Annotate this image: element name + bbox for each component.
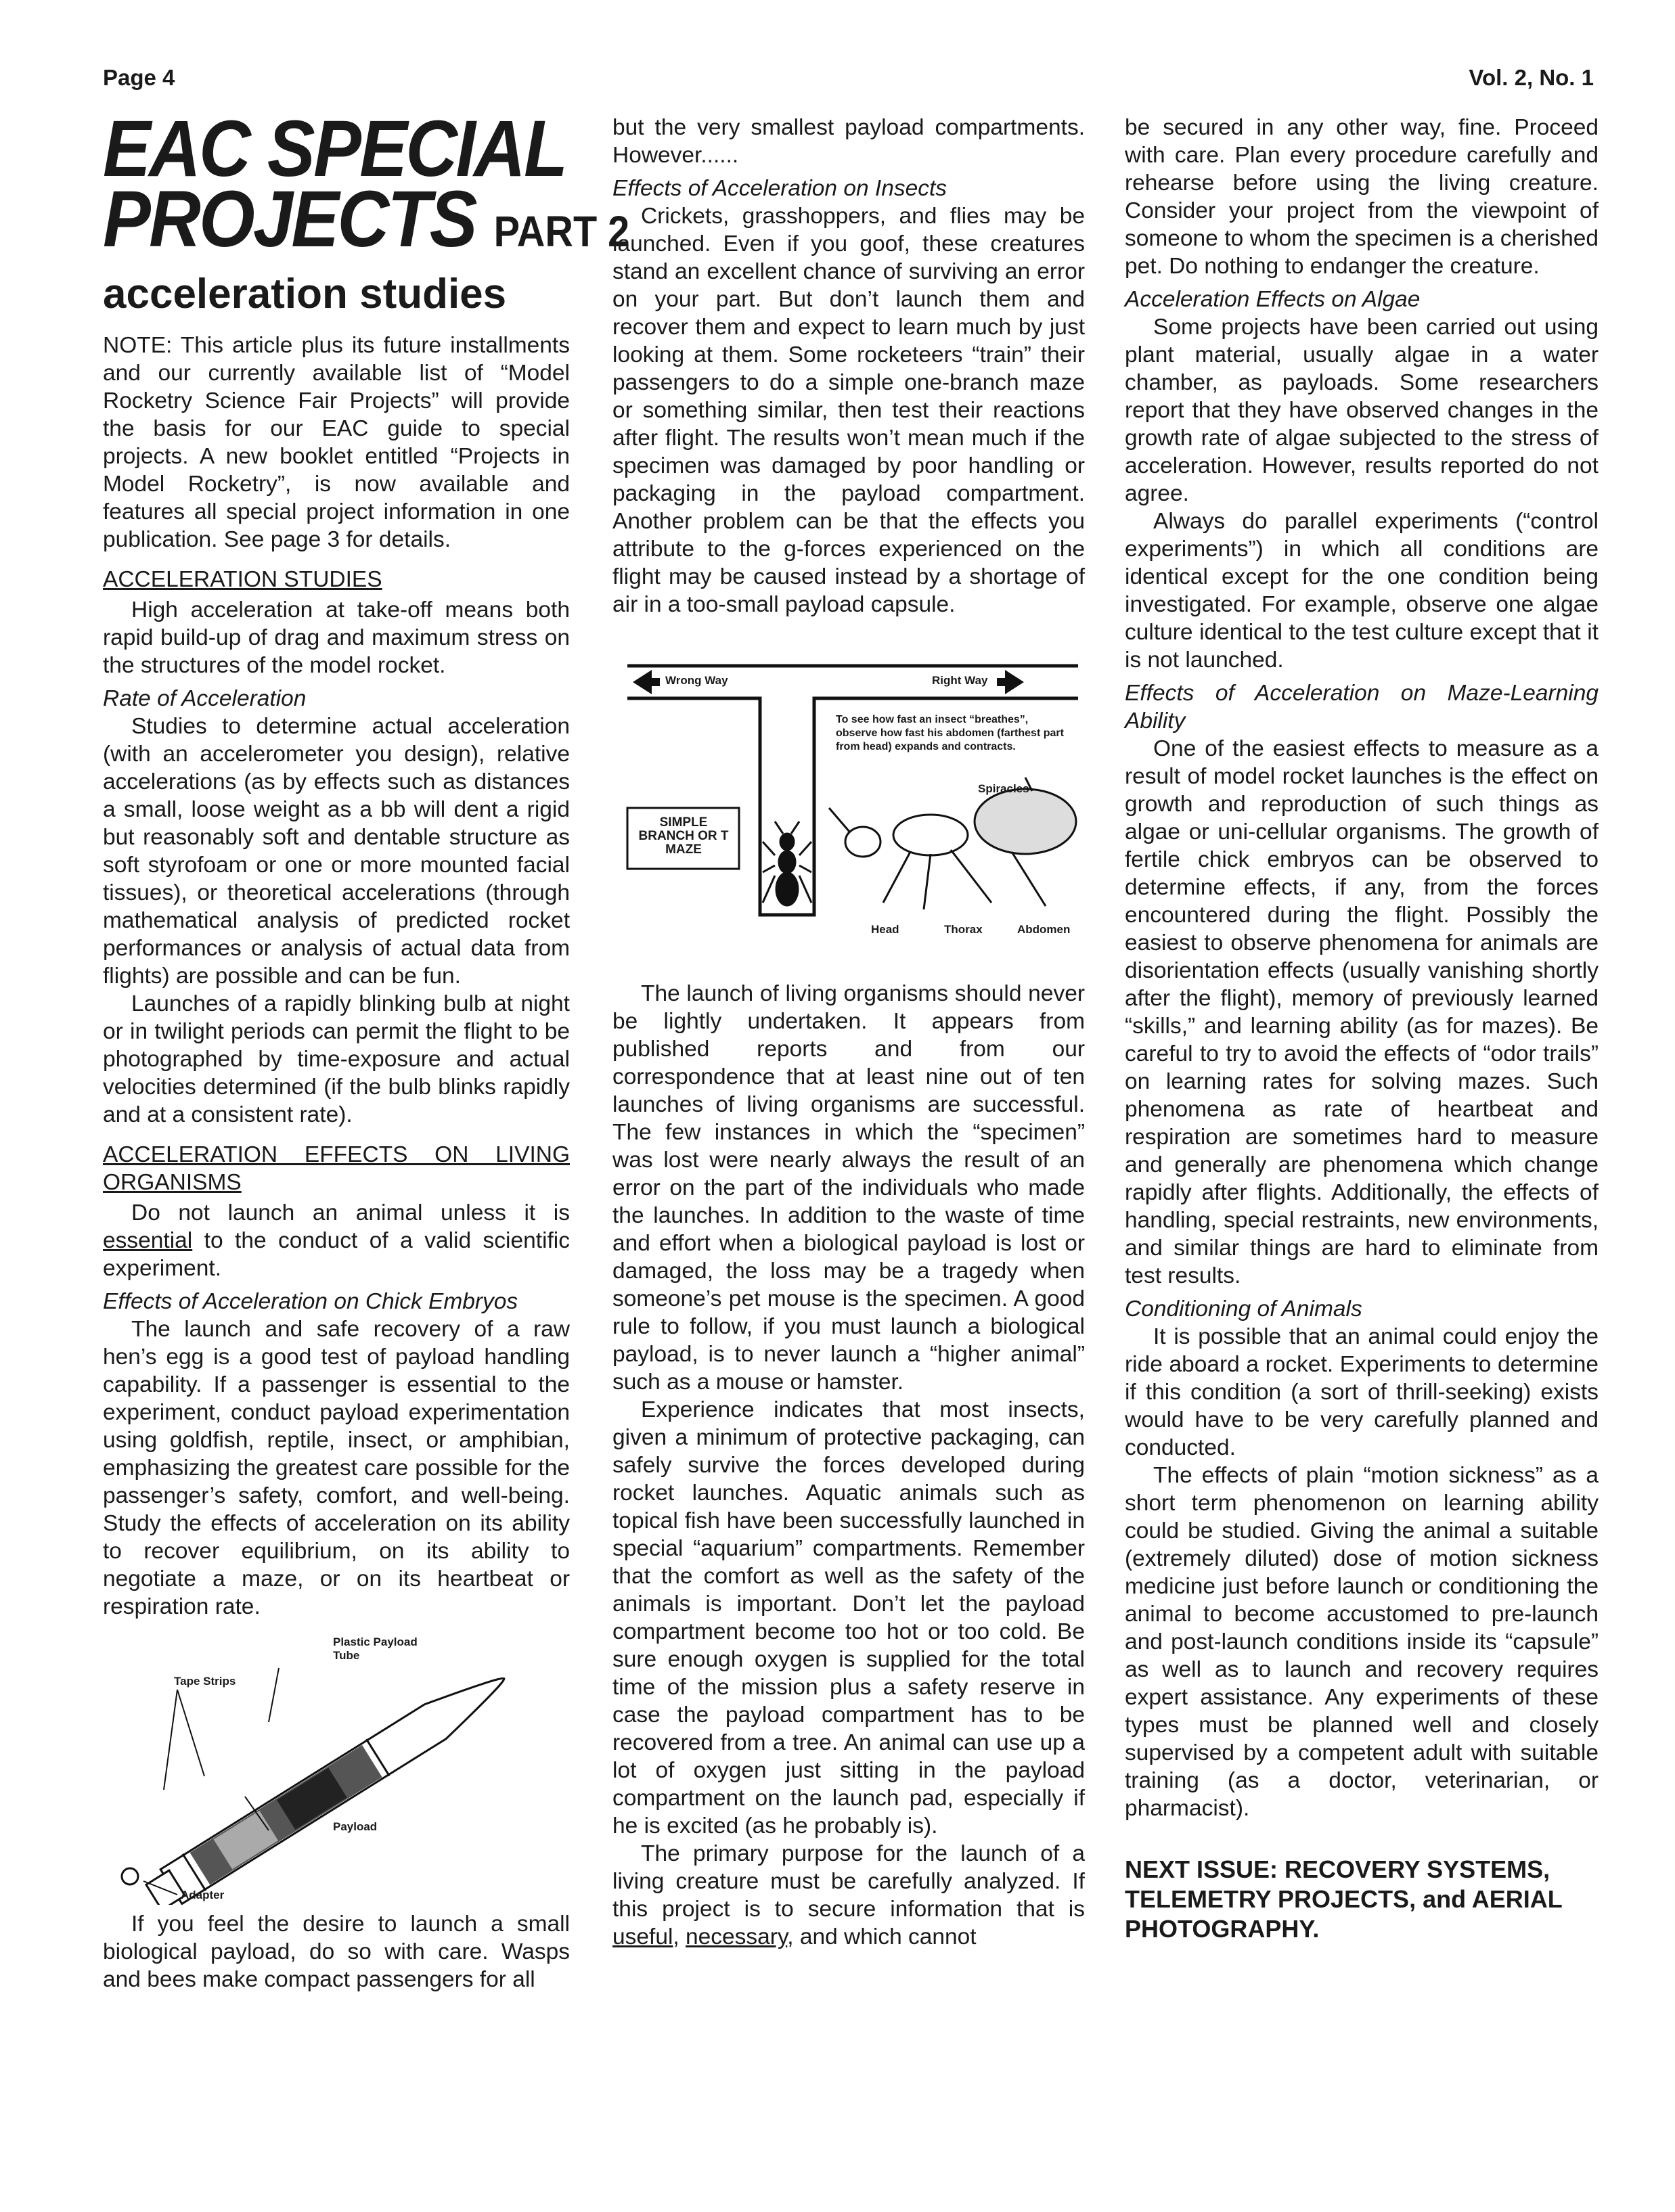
subheading-maze-learning: Effects of Acceleration on Maze-Learning Ability — [1125, 681, 1599, 733]
label-wrong-way: Wrong Way — [665, 674, 728, 687]
paragraph: The launch and safe recovery of a raw hen’s egg is a good test of payload handling capability. If a passenger is essential to the experiment, conduct payload experimentation using goldfish, reptile, insect, or amphibian, emphasizing the greatest care possible for the passenger’s safety, comfort, and well-being. Study the effects of acceleration on its ability to recover equilibrium, on its ability to negotiate a maze, or on its heartbeat or respiration rate. — [103, 1317, 570, 1619]
paragraph: It is possible that an animal could enjoy the ride aboard a rocket. Experiments to determine if this condition (a sort of thrill-seeking) exists would have to be very carefully planned and conducted. — [1125, 1324, 1599, 1460]
label-head: Head — [871, 923, 899, 936]
paragraph: Experience indicates that most insects, given a minimum of protective packaging, can safely survive the forces developed during rocket launches. Aquatic animals such as topical fish have been successfully launched in special “aquarium” compartments. Remember that the comfort as well as the safety of the animals is important. Don’t let the payload compartment become too hot or too cold. Be sure enough oxygen is supplied for the total time of the mission plus a safety reserve in case the payload compartment has to be recovered from a tree. An animal can use up a lot of oxygen just sitting in the payload compartment on the launch pad, especially if he is excited (as he probably is). — [612, 1397, 1085, 1838]
paragraph: The launch of living organisms should never be lightly undertaken. It appears from published reports and from our correspondence that at least nine out of ten launches of living organisms are successful. The few instances in which the “specimen” was lost were nearly always the result of an error on the part of the individuals who made the launches. In addition to the waste of time and effort when a biological payload is lost or damaged, the loss may be a tragedy when someone’s pet mouse is the specimen. A good rule to follow, if you must launch a biological payload, is to never launch a “higher animal” such as a mouse or hamster. — [612, 981, 1085, 1395]
article-title-line2 — [103, 175, 630, 267]
column-1 — [103, 104, 630, 1993]
title-projects: PROJECTS — [103, 175, 476, 264]
label-plastic-tube: Plastic Payload Tube — [333, 1635, 418, 1662]
article-subtitle: acceleration studies — [103, 271, 507, 317]
subheading-rate: Rate of Acceleration — [103, 686, 307, 711]
label-adapter: Adapter — [181, 1889, 225, 1901]
label-t-maze: SIMPLE BRANCH OR T MAZE — [638, 815, 729, 857]
note-paragraph: NOTE: This article plus its future installments and our currently available list of “Model Rocketry Science Fair Projects” will provide the basis for our EAC guide to special projects. A new booklet entitled “Projects in Model Rocketry”, is now available and features all special project information in one publication. See page 3 for details. — [103, 333, 570, 552]
paragraph: but the very smallest payload compartments. However...... — [612, 115, 1085, 168]
article-title-line1: EAC SPECIAL — [103, 104, 566, 194]
paragraph: be secured in any other way, fine. Proceed with care. Plan every procedure carefully and rehearse before using the living creature. Consider your project from the viewpoint of someone to whom the specimen is a cherished pet. Do nothing to endanger the creature. — [1125, 115, 1599, 279]
paragraph: One of the easiest effects to measure as a result of model rocket launches is the effect on growth and reproduction of such things as algae or uni-cellular organisms. The growth of fertile chick embryos can be observed to determine effects, if any, from the forces encountered during the flight. Possibly the easiest to observe phenomena for animals are disorientation effects (usually vanishing shortly after the flight), memory of previously learned “skills,” and learning ability (as for mazes). Be careful to try to avoid the effects of “odor trails” on learning rates for solving mazes. Such phenomena as rate of heartbeat and respiration are sometimes hard to measure and generally are phenomena which change rapidly after flights. Additionally, the effects of handling, special restraints, new environments, and similar things are hard to eliminate from test results. — [1125, 736, 1599, 1288]
paragraph: The primary purpose for the launch of a living creature must be carefully analyzed. If this project is to secure information that is useful, necessary, and which cannot — [612, 1841, 1085, 1949]
paragraph: Do not launch an animal unless it is essential to the conduct of a valid scientific experiment. — [103, 1200, 570, 1281]
label-spiracles: Spiracles — [978, 782, 1029, 795]
paragraph: High acceleration at take-off means both rapid build-up of drag and maximum stress on the structures of the model rocket. — [103, 597, 570, 678]
paragraph: If you feel the desire to launch a small biological payload, do so with care. Wasps and bees make compact passengers for all — [103, 1912, 570, 1992]
label-thorax: Thorax — [944, 923, 983, 936]
label-abdomen: Abdomen — [1017, 923, 1071, 936]
subheading-algae: Acceleration Effects on Algae — [1125, 287, 1421, 312]
next-issue-note: NEXT ISSUE: RECOVERY SYSTEMS, TELEMETRY PROJECTS, and AERIAL PHOTOGRAPHY. — [1125, 1855, 1563, 1943]
subheading-insects: Effects of Acceleration on Insects — [612, 176, 947, 201]
paragraph: Crickets, grasshoppers, and flies may be launched. Even if you goof, these creatures stand an excellent chance of surviving an error on your part. But don’t launch them and recover them and expect to learn much by just looking at them. Some rocketeers “train” their passengers to do a simple one-branch maze or something similar, then test their reactions after flight. The results won’t mean much if the specimen was damaged by poor handling or packaging in the payload compartment. Another problem can be that the effects you attribute to the g-forces experienced on the flight may be caused instead by a shortage of air in a too-small payload capsule. — [612, 204, 1085, 617]
column-3 — [1125, 114, 1599, 1944]
label-right-way: Right Way — [932, 674, 988, 687]
paragraph: Always do parallel experiments (“control experiments”) in which all conditions are identical except for the one condition being investigated. For example, observe one algae culture identical to the test culture except that it is not launched. — [1125, 509, 1599, 673]
heading-acceleration-studies: ACCELERATION STUDIES — [103, 567, 382, 592]
page-number: Page 4 — [103, 65, 175, 90]
subheading-chick: Effects of Acceleration on Chick Embryos — [103, 1289, 518, 1314]
paragraph: Studies to determine actual acceleration (with an accelerometer you design), relative accelerations (as by effects such as distances a small, loose weight as a bb will dent a rigid but reasonably soft and dentable structure as soft styrofoam or one or more mounted facial tissues), or theoretical accelerations (through mathematical analysis of predicted rocket performances or analysis of actual data from flights) are possible and can be fun. — [103, 714, 570, 989]
paragraph: The effects of plain “motion sickness” as a short term phenomenon on learning ability could be studied. Giving the animal a suitable (extremely diluted) dose of motion sickness medicine just before launch or conditioning the animal to become accustomed to pre-launch and post-launch conditions inside its “capsule” as well as to launch and recovery requires expert assistance. Any experiments of these types must be planned well and closely supervised by a competent adult with suitable training (as a doctor, veterinarian, or pharmacist). — [1125, 1463, 1599, 1821]
issue-number: Vol. 2, No. 1 — [1469, 65, 1594, 90]
title-part: PART 2 — [493, 207, 630, 256]
payload-tube-figure — [103, 1621, 570, 1905]
subheading-conditioning: Conditioning of Animals — [1125, 1296, 1362, 1322]
label-breathing-note: To see how fast an insect “breathes”, observe how fast his abdomen (farthest part from head) expands and contracts. — [836, 714, 1064, 752]
payload-tube-drawing — [103, 1621, 570, 1905]
column-2 — [612, 114, 1085, 1951]
heading-living-organisms: ACCELERATION EFFECTS ON LIVING ORGANISMS — [103, 1142, 570, 1195]
label-payload: Payload — [333, 1820, 378, 1833]
paragraph: Launches of a rapidly blinking bulb at night or in twilight periods can permit the flight to be photographed by time-exposure and actual velocities determined (if the bulb blinks rapidly and at a consistent rate). — [103, 991, 570, 1127]
paragraph: Some projects have been carried out using plant material, usually algae in a water chamber, as payloads. Some researchers report that they have observed changes in the growth rate of algae subjected to the stress of acceleration. However, results reported do not agree. — [1125, 315, 1599, 506]
maze-figure — [612, 639, 1085, 957]
label-tape-strips: Tape Strips — [174, 1675, 236, 1688]
